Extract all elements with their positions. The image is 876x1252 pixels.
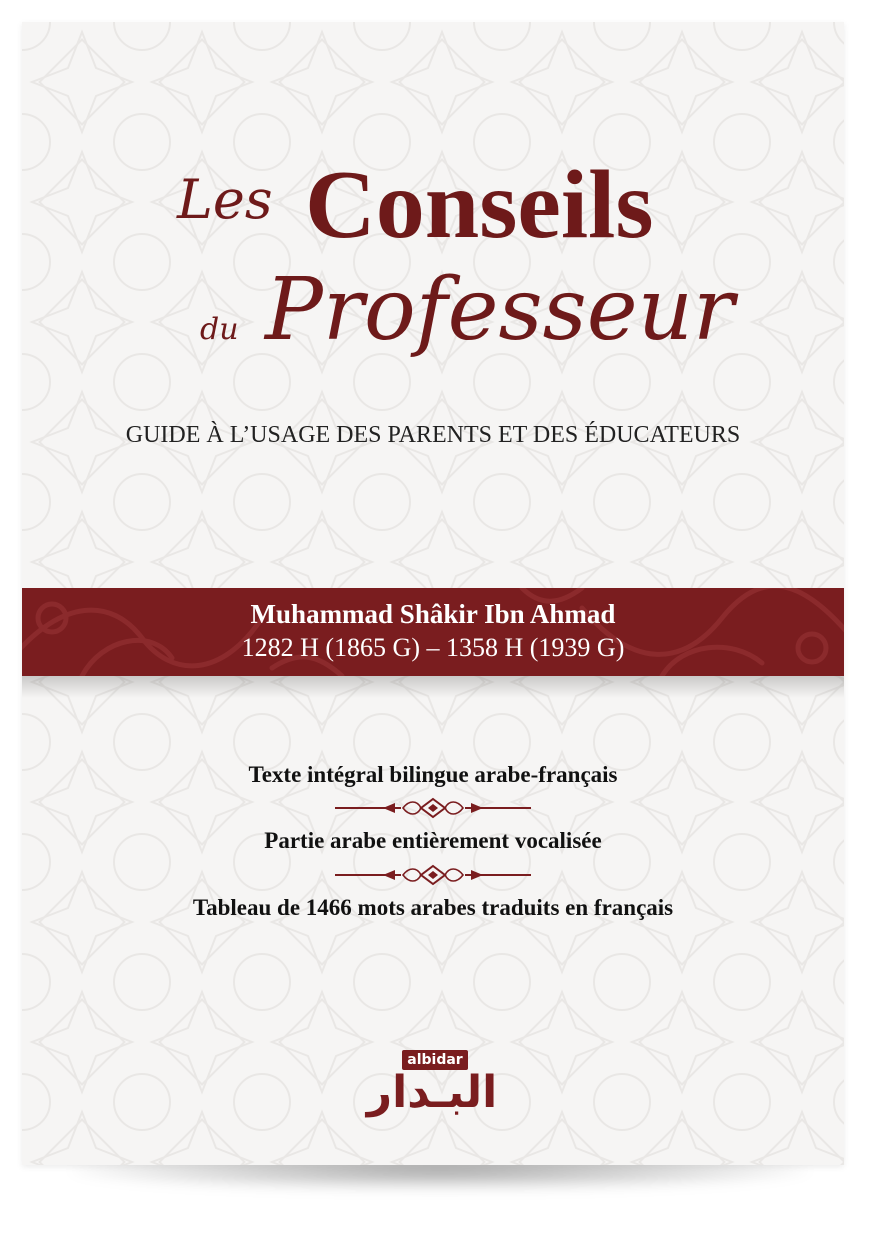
author-band [22, 588, 844, 676]
ornamental-divider-icon [333, 864, 533, 886]
feature-vocalized: Partie arabe entièrement vocalisée [264, 828, 602, 853]
author-name: Muhammad Shâkir Ibn Ahmad [250, 599, 616, 629]
title-word-professeur: Professeur [265, 260, 735, 360]
title-word-les: Les [177, 168, 273, 231]
feature-bilingual: Texte intégral bilingue arabe-français [248, 762, 618, 787]
feature-glossary: Tableau de 1466 mots arabes traduits en français [192, 895, 674, 920]
publisher-name-arabic: البـدار [366, 1067, 498, 1118]
ornamental-divider-icon [333, 797, 533, 819]
publisher-name-latin: albidar [402, 1050, 468, 1070]
author-dates: 1282 H (1865 G) – 1358 H (1939 G) [241, 633, 625, 662]
band-shadow [22, 676, 844, 698]
title-word-du: du [200, 312, 239, 347]
subtitle: GUIDE À L’USAGE DES PARENTS ET DES ÉDUCATEURS [125, 422, 741, 448]
title-word-conseils: Conseils [305, 151, 654, 259]
publisher-logo [352, 1044, 512, 1120]
book-cover [22, 22, 844, 1165]
